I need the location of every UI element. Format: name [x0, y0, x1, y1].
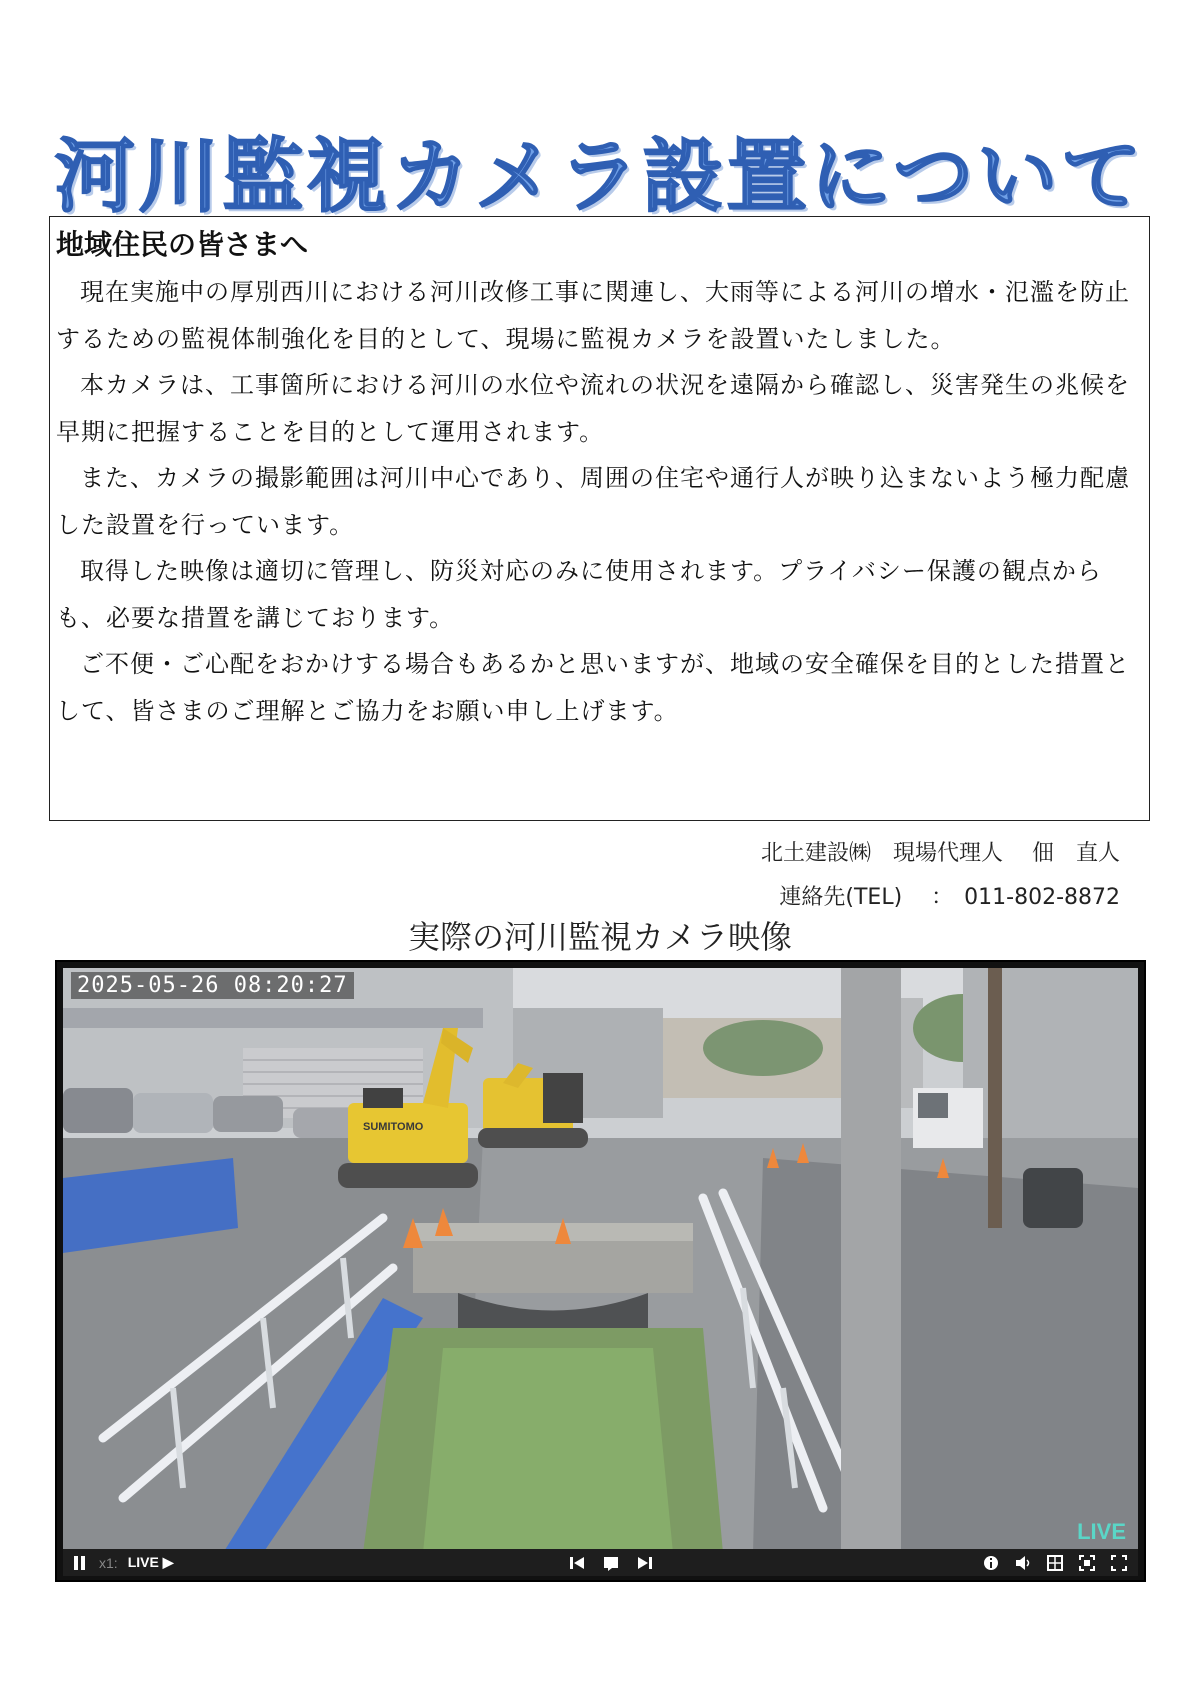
playback-speed[interactable]: x1:	[99, 1554, 118, 1571]
notice-paragraph-5: ご不便・ご心配をおかけする場合もあるかと思いますが、地域の安全確保を目的とした措置として、皆さまのご理解とご協力をお願い申し上げます。	[56, 650, 1130, 725]
skip-back-icon[interactable]	[568, 1554, 586, 1572]
skip-forward-icon[interactable]	[636, 1554, 654, 1572]
info-icon[interactable]	[982, 1554, 1000, 1572]
volume-icon[interactable]	[1014, 1554, 1032, 1572]
notice-paragraph-1: 現在実施中の厚別西川における河川改修工事に関連し、大雨等による河川の増水・氾濫を防止するための監視体制強化を目的として、現場に監視カメラを設置いたしました。	[56, 278, 1130, 353]
notice-box	[49, 216, 1150, 821]
camera-heading: 実際の河川監視カメラ映像	[407, 918, 792, 956]
player-controls	[63, 1549, 1138, 1576]
notice-heading: 地域住民の皆さまへ	[56, 228, 309, 261]
camera-timestamp: 2025-05-26 08:20:27	[71, 972, 354, 999]
notice-paragraph-3: また、カメラの撮影範囲は河川中心であり、周囲の住宅や通行人が映り込まないよう極力配慮した設置を行っています。	[56, 464, 1130, 539]
capture-icon[interactable]	[1078, 1554, 1096, 1572]
excavator-brand-label: SUMITOMO	[363, 1121, 424, 1133]
fullscreen-icon[interactable]	[1110, 1554, 1128, 1572]
grid-icon[interactable]	[1046, 1554, 1064, 1572]
camera-feed-image	[63, 968, 1138, 1553]
page-title: 河川監視カメラ設置について	[54, 130, 1146, 223]
notice-paragraph-2: 本カメラは、工事箇所における河川の水位や流れの状況を遠隔から確認し、災害発生の兆候を早期に把握することを目的として運用されます。	[56, 371, 1130, 446]
notice-paragraph-4: 取得した映像は適切に管理し、防災対応のみに使用されます。プライバシー保護の観点からも、必要な措置を講じております。	[56, 557, 1102, 632]
camera-player	[55, 960, 1146, 1582]
snapshot-icon[interactable]	[602, 1554, 620, 1572]
live-button[interactable]: LIVE ▶	[127, 1554, 174, 1570]
signature-contact: 連絡先(TEL) ： 011-802-8872	[779, 885, 1120, 910]
pause-icon[interactable]	[73, 1549, 87, 1576]
signature-company: 北土建設㈱ 現場代理人 佃 直人	[761, 841, 1120, 866]
live-badge: LIVE	[1077, 1519, 1126, 1544]
